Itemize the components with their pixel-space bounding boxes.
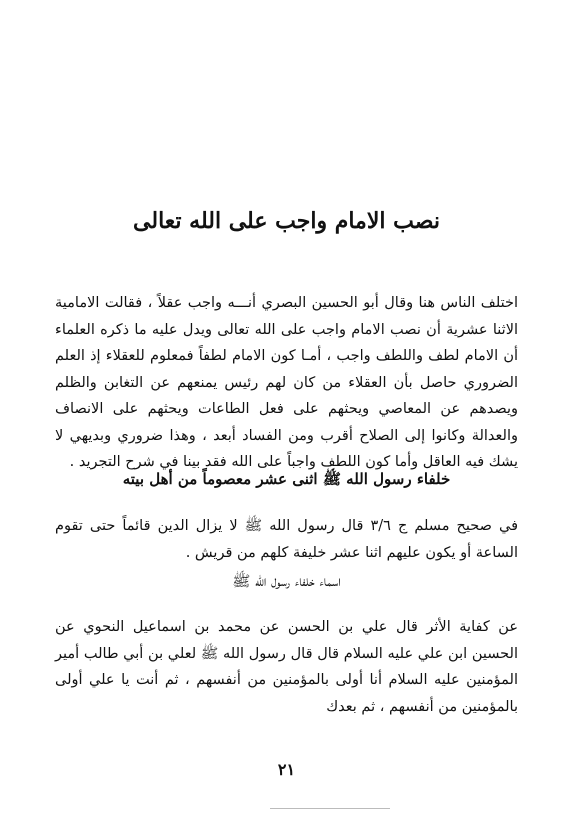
page-title: نصب الامام واجب على الله تعالى: [133, 208, 440, 234]
paragraph-2: في صحيح مسلم ج ٣/٦ قال رسول الله ﷺ لا يزال الدين قائماً حتى تقوم الساعة أو يكون عليهم اثنا عشر خليفة كلهم من قريش .: [55, 518, 518, 561]
scan-mark: [270, 808, 390, 809]
page-number: ٢١: [277, 760, 296, 779]
paragraph-3: عن كفاية الأثر قال علي بن الحسن عن محمد بن اسماعيل النحوي عن الحسين ابن علي عليه السلام قال قال رسول الله ﷺ لعلي بن أبي طالب أمير المؤمنين عليه السلام أنا أولى بالمؤمنين من أنفسهم ، ثم أنت يا علي أولى بالمؤمنين من أنفسهم ، ثم بعدك: [55, 619, 518, 715]
section-heading-2: اسماء خلفاء رسول الله ﷺ: [232, 572, 341, 590]
section-heading-1: خلفاء رسول الله ﷺ اثنى عشر معصوماً من أهل بيته: [122, 470, 451, 488]
paragraph-1: اختلف الناس هنا وقال أبو الحسين البصري أنـــه واجب عقلاً ، فقالت الامامية الاثنا عشرية أن نصب الامام واجب على الله تعالى ويدل عليه ما ذكره العلماء أن الامام لطف واللطف واجب ، أمـا كون الامام لطفاً فمعلوم للعقلاء إذ العلم الضروري حاصل بأن العقلاء من كان لهم رئيس يمنعهم عن التغابن والظلم ويصدهم عن المعاصي ويحثهم على فعل الطاعات ويحثهم على الانصاف والعدالة وكانوا إلى الصلاح أقرب ومن الفساد أبعد ، وهذا ضروري وبديهي لا يشك فيه العاقل وأما كون اللطف واجباً على الله فقد بينا في شرح التجريد .: [55, 295, 518, 470]
